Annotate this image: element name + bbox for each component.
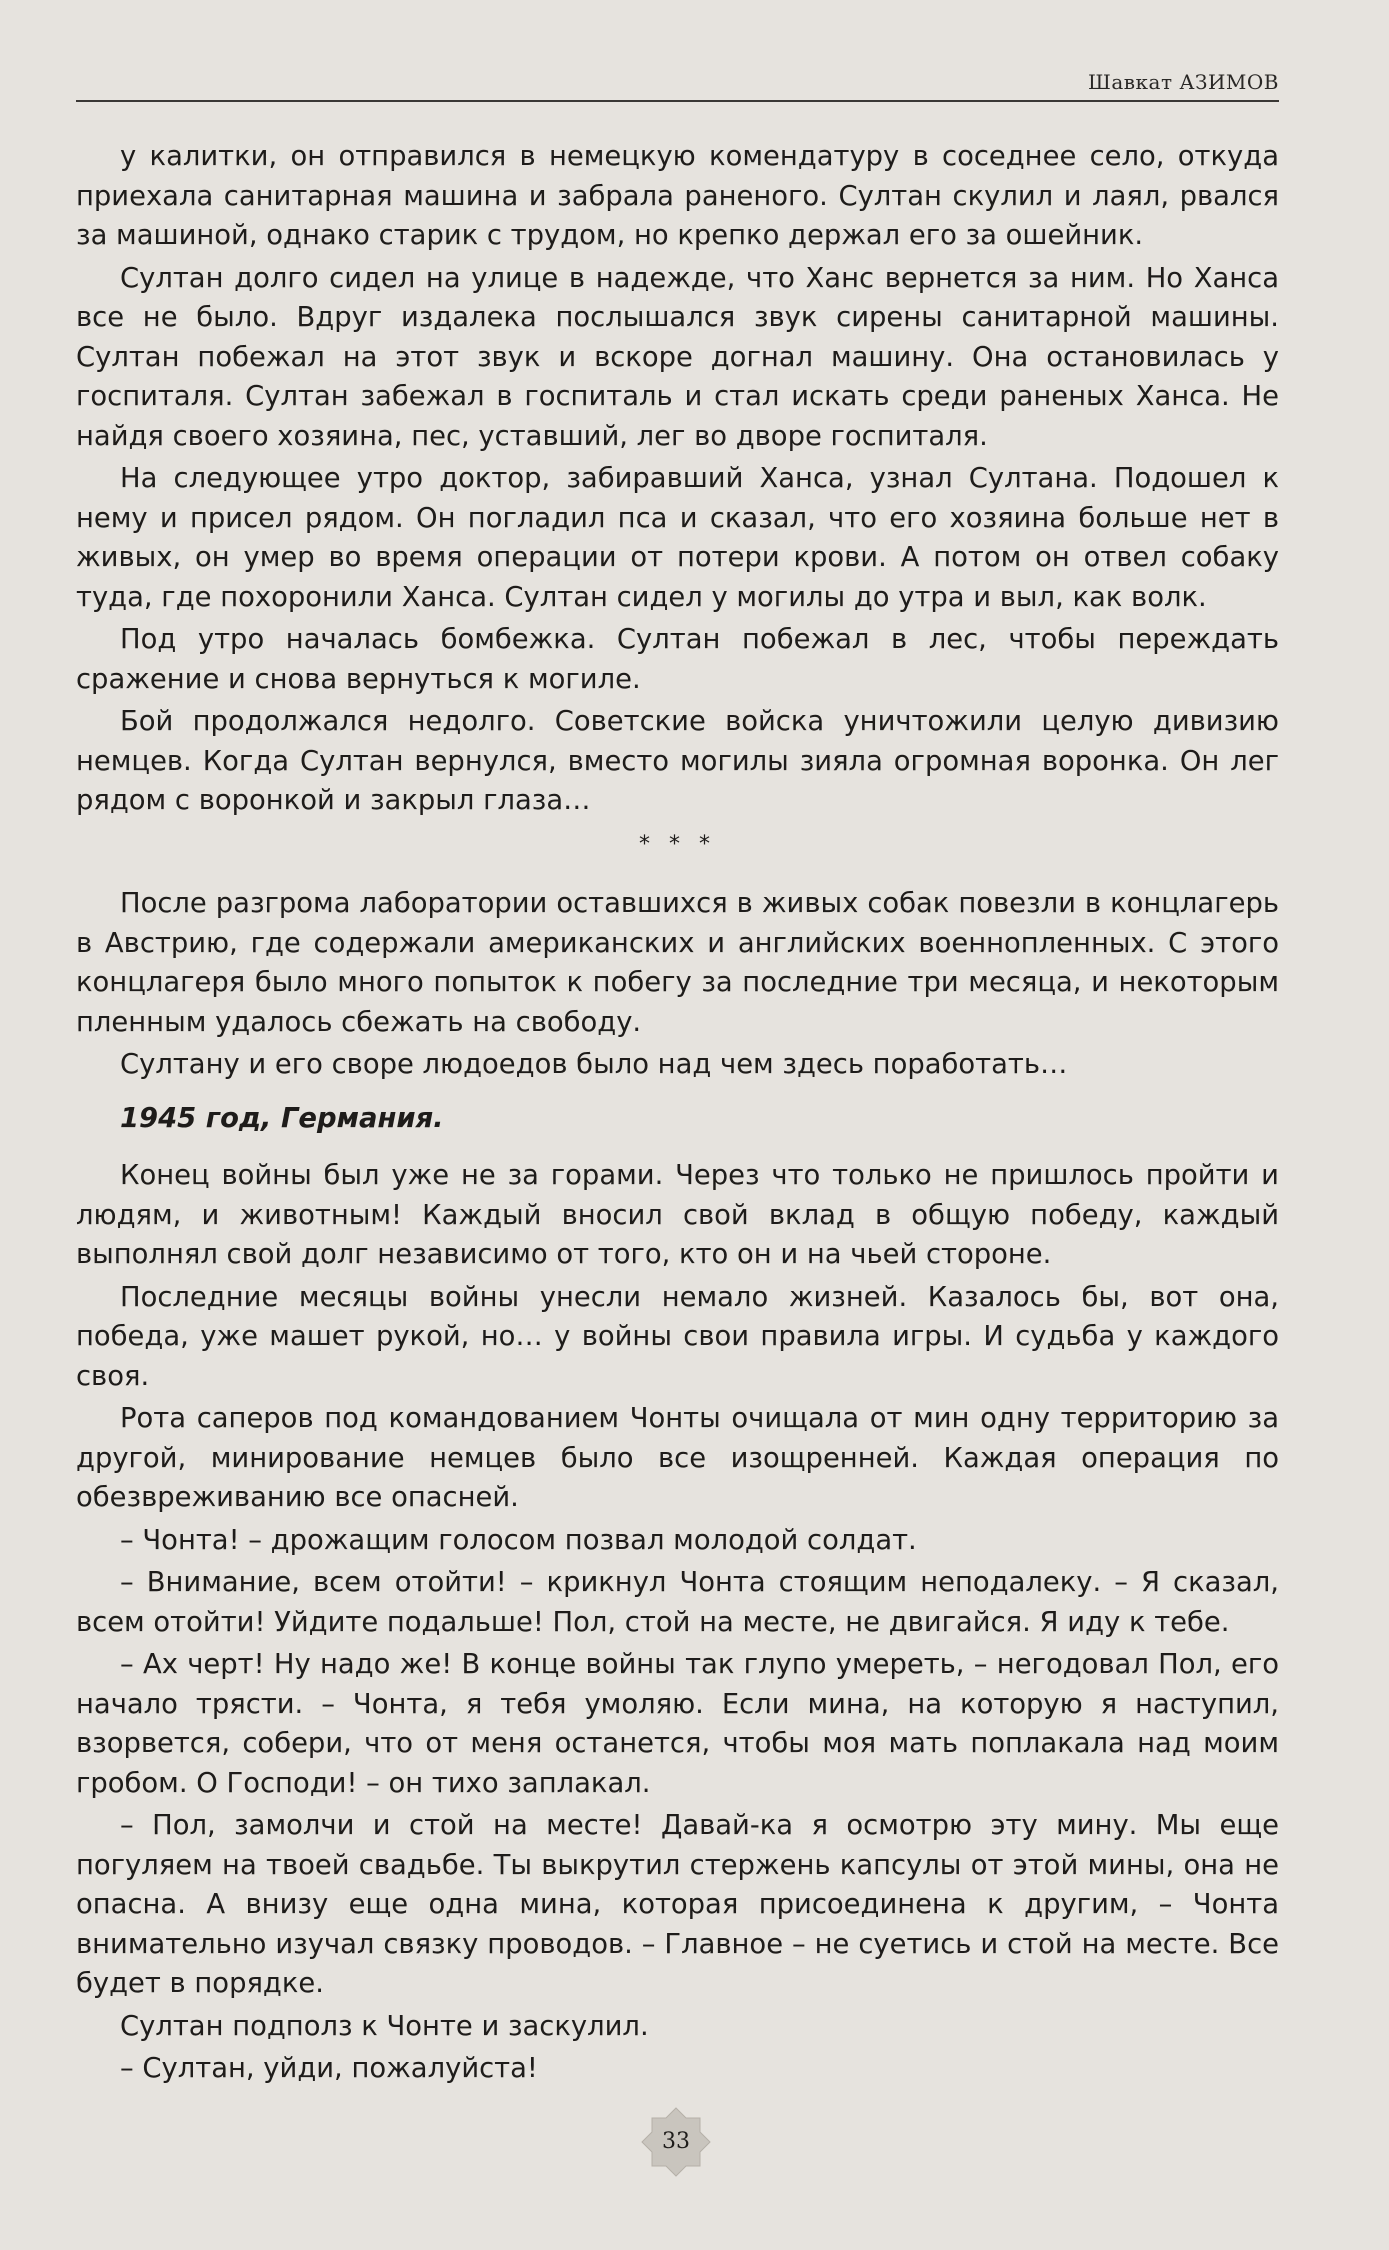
dialogue-line: – Внимание, всем отойти! – крикнул Чонта стоящим неподалеку. – Я сказал, всем отойти! Уйдите подальше! Пол, стой на месте, не двигайся. Я иду к тебе. <box>76 1567 1279 1638</box>
dialogue-line: – Ах черт! Ну надо же! В конце войны так глупо умереть, – негодовал Пол, его начало трясти. – Чонта, я тебя умоляю. Если мина, на которую я наступил, взорвется, собери, что от меня останется, чтобы моя мать поплакала над моим гробом. О Господи! – он тихо заплакал. <box>76 1649 1279 1799</box>
dialogue-line: – Султан, уйди, пожалуйста! <box>120 2053 538 2084</box>
dialogue-line: – Чонта! – дрожащим голосом позвал молодой солдат. <box>120 1524 917 1556</box>
running-title: Шавкат АЗИМОВ <box>1088 70 1279 94</box>
paragraph: Бой продолжался недолго. Советские войска уничтожили целую дивизию немцев. Когда Султан вернулся, вместо могилы зияла огромная воронка. Он лег рядом с воронкой и закрыл глаза… <box>76 706 1279 816</box>
paragraph: На следующее утро доктор, забиравший Ханса, узнал Султана. Подошел к нему и присел рядом. Он погладил пса и сказал, что его хозяина больше нет в живых, он умер во время операции от потери крови. А потом он отвел собаку туда, где похоронили Ханса. Султан сидел у могилы до утра и выл, как волк. <box>76 463 1279 613</box>
paragraph: Султану и его своре людоедов было над чем здесь поработать… <box>120 1049 1068 1080</box>
page-body <box>76 137 1279 2092</box>
paragraph: Последние месяцы войны унесли немало жизней. Казалось бы, вот она, победа, уже машет рукой, но… у войны свои правила игры. И судьба у каждого своя. <box>76 1281 1279 1392</box>
paragraph: Рота саперов под командованием Чонты очищала от мин одну территорию за другой, минирование немцев было все изощренней. Каждая операция по обезвреживанию все опасней. <box>76 1403 1279 1513</box>
running-header <box>76 60 1279 102</box>
paragraph: Конец войны был уже не за горами. Через что только не пришлось пройти и людям, и животным! Каждый вносил свой вклад в общую победу, каждый выполнял свой долг независимо от того, кто он и на чьей стороне. <box>76 1160 1279 1270</box>
page-number-badge <box>640 2106 712 2178</box>
paragraph: Под утро началась бомбежка. Султан побежал в лес, чтобы переждать сражение и снова вернуться к могиле. <box>76 624 1279 695</box>
paragraph: у калитки, он отправился в немецкую комендатуру в соседнее село, откуда приехала санитарная машина и забрала раненого. Султан скулил и лаял, рвался за машиной, однако старик с трудом, но крепко держал его за ошейник. <box>76 141 1279 251</box>
dialogue-line: – Пол, замолчи и стой на месте! Давай-ка я осмотрю эту мину. Мы еще погуляем на твоей свадьбе. Ты выкрутил стержень капсулы от этой мины, она не опасна. А внизу еще одна мина, которая присоединена к другим, – Чонта внимательно изучал связку проводов. – Главное – не суетись и стой на месте. Все будет в порядке. <box>76 1810 1279 1999</box>
section-heading: 1945 год, Германия. <box>120 1102 444 1134</box>
page-number: 33 <box>662 2129 690 2154</box>
paragraph: Султан подполз к Чонте и заскулил. <box>120 2010 649 2042</box>
paragraph: После разгрома лаборатории оставшихся в живых собак повезли в концлагерь в Австрию, где содержали американских и английских военнопленных. С этого концлагеря было много попыток к побегу за последние три месяца, и некоторым пленным удалось сбежать на свободу. <box>76 888 1279 1038</box>
paragraph: Султан долго сидел на улице в надежде, что Ханс вернется за ним. Но Ханса все не было. Вдруг издалека послышался звук сирены санитарной машины. Султан побежал на этот звук и вскоре догнал машину. Она остановилась у госпиталя. Султан забежал в госпиталь и стал искать среди раненых Ханса. Не найдя своего хозяина, пес, уставший, лег во дворе госпиталя. <box>76 262 1279 452</box>
section-separator: * * * <box>639 831 716 857</box>
